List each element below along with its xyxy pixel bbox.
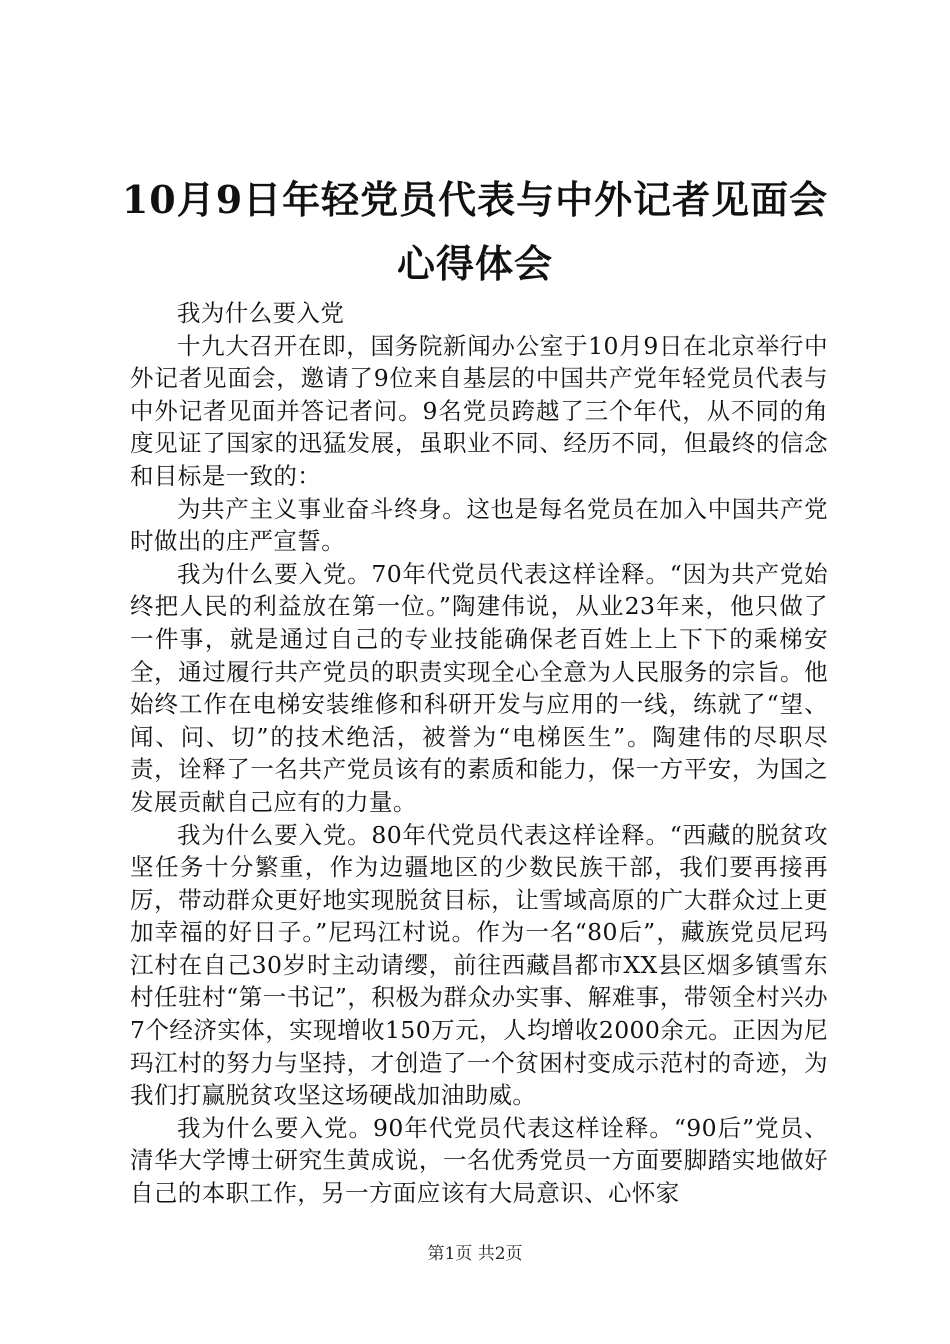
paragraph: 我为什么要入党。90年代党员代表这样诠释。“90后”党员、清华大学博士研究生黄成说，一名优秀党员一方面要脚踏实地做好自己的本职工作，另一方面应该有大局意识、心怀家 [130, 1113, 828, 1208]
paragraph: 十九大召开在即，国务院新闻办公室于10月9日在北京举行中外记者见面会，邀请了9位来自基层的中国共产党年轻党员代表与中外记者见面并答记者问。9名党员跨越了三个年代，从不同的角度见证了国家的迅猛发展，虽职业不同、经历不同，但最终的信念和目标是一致的： [130, 331, 828, 490]
paragraph: 为共产主义事业奋斗终身。这也是每名党员在加入中国共产党时做出的庄严宣誓。 [130, 494, 828, 556]
page-footer: 第1页 共2页 [427, 1244, 523, 1264]
document-body [130, 297, 828, 1210]
paragraph: 我为什么要入党。80年代党员代表这样诠释。“西藏的脱贫攻坚任务十分繁重，作为边疆地区的少数民族干部，我们要再接再厉，带动群众更好地实现脱贫目标，让雪域高原的广大群众过上更加幸福的好日子。”尼玛江村说。作为一名“80后”，藏族党员尼玛江村在自己30岁时主动请缨，前往西藏昌都市XX县区烟多镇雪东村任驻村“第一书记”，积极为群众办实事、解难事，带领全村兴办7个经济实体，实现增收150万元，人均增收2000余元。正因为尼玛江村的努力与坚持，才创造了一个贫困村变成示范村的奇迹，为我们打赢脱贫攻坚这场硬战加油助威。 [130, 820, 828, 1110]
document-title: 10月9日年轻党员代表与中外记者见面会心得体会 [121, 177, 829, 286]
paragraph: 我为什么要入党 [177, 299, 345, 327]
paragraph: 我为什么要入党。70年代党员代表这样诠释。“因为共产党始终把人民的利益放在第一位。”陶建伟说，从业23年来，他只做了一件事，就是通过自己的专业技能确保老百姓上上下下的乘梯安全，通过履行共产党员的职责实现全心全意为人民服务的宗旨。他始终工作在电梯安装维修和科研开发与应用的一线，练就了“望、闻、问、切”的技术绝活，被誉为“电梯医生”。陶建伟的尽职尽责，诠释了一名共产党员该有的素质和能力，保一方平安，为国之发展贡献自己应有的力量。 [130, 559, 828, 816]
